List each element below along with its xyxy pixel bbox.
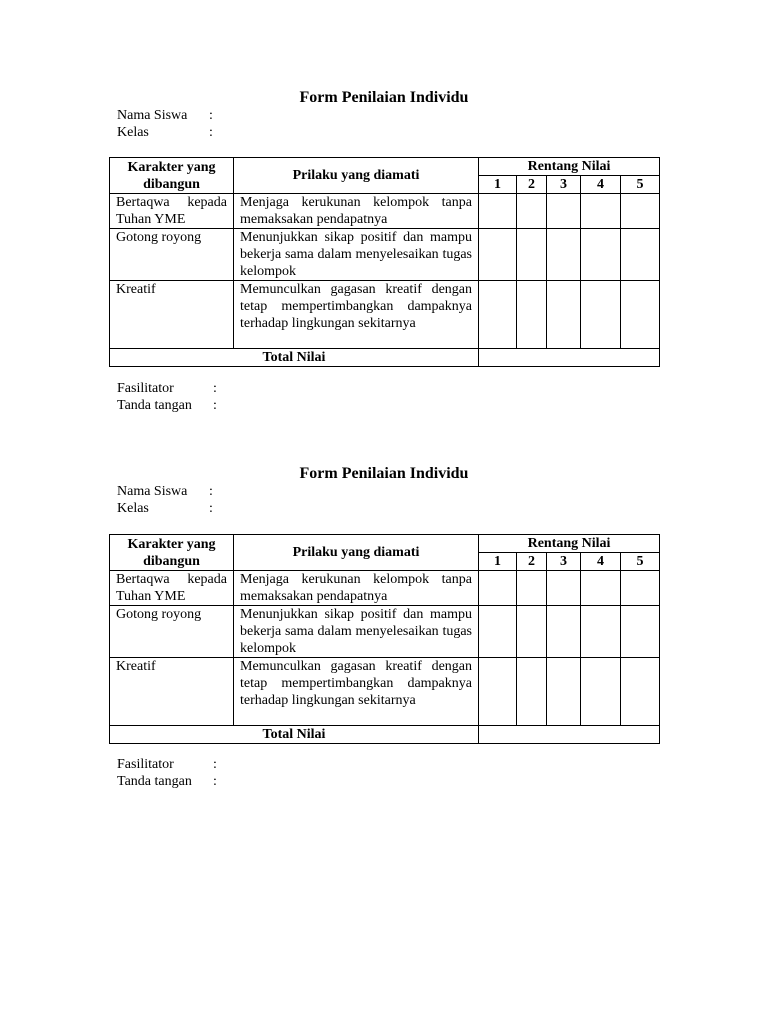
tanda-tangan-label: Tanda tangan: [117, 774, 192, 789]
score-cell-2[interactable]: [517, 281, 547, 349]
score-cell-1[interactable]: [479, 606, 517, 658]
karakter-cell: Kreatif: [110, 658, 234, 726]
score-cell-1[interactable]: [479, 571, 517, 606]
score-cell-3[interactable]: [547, 606, 581, 658]
penilaian-table: [109, 157, 660, 367]
total-nilai-cell[interactable]: [479, 726, 660, 744]
score-cell-1[interactable]: [479, 658, 517, 726]
karakter-cell: Kreatif: [110, 281, 234, 349]
nama-siswa-field: [117, 107, 213, 124]
header-prilaku: Prilaku yang diamati: [234, 158, 479, 194]
total-row: [110, 349, 660, 367]
karakter-cell: Bertaqwa kepada Tuhan YME: [116, 195, 227, 227]
karakter-cell: Bertaqwa kepada Tuhan YME: [116, 572, 227, 604]
colon: :: [213, 398, 217, 413]
total-nilai-label: Total Nilai: [110, 726, 479, 744]
colon: :: [213, 757, 217, 772]
prilaku-cell: Menjaga kerukunan kelompok tanpa memaksakan pendapatnya: [234, 194, 479, 229]
total-row: [110, 726, 660, 744]
table-row: [110, 229, 660, 281]
score-cell-1[interactable]: [479, 194, 517, 229]
score-header-1: 1: [479, 553, 517, 571]
fasilitator-field: [117, 756, 217, 773]
header-prilaku: Prilaku yang diamati: [234, 535, 479, 571]
header-karakter: Karakter yang dibangun: [110, 535, 234, 571]
total-nilai-cell[interactable]: [479, 349, 660, 367]
score-cell-3[interactable]: [547, 194, 581, 229]
score-cell-2[interactable]: [517, 229, 547, 281]
header-rentang-nilai: Rentang Nilai: [479, 158, 660, 176]
score-cell-2[interactable]: [517, 571, 547, 606]
score-header-3: 3: [547, 176, 581, 194]
table-row: [110, 281, 660, 349]
fasilitator-label: Fasilitator: [117, 381, 174, 396]
table-row: [110, 194, 660, 229]
form-title: Form Penilaian Individu: [299, 89, 469, 106]
score-cell-3[interactable]: [547, 281, 581, 349]
prilaku-cell: Memunculkan gagasan kreatif dengan tetap mempertimbangkan dampaknya terhadap lingkungan sekitarnya: [234, 281, 479, 349]
score-cell-2[interactable]: [517, 194, 547, 229]
score-header-3: 3: [547, 553, 581, 571]
score-header-5: 5: [621, 176, 660, 194]
colon: :: [209, 501, 213, 516]
score-cell-4[interactable]: [581, 658, 621, 726]
score-cell-4[interactable]: [581, 281, 621, 349]
tanda-tangan-label: Tanda tangan: [117, 398, 192, 413]
score-cell-5[interactable]: [621, 229, 660, 281]
score-header-4: 4: [581, 553, 621, 571]
score-header-2: 2: [517, 553, 547, 571]
score-header-2: 2: [517, 176, 547, 194]
score-cell-3[interactable]: [547, 571, 581, 606]
fasilitator-label: Fasilitator: [117, 757, 174, 772]
total-nilai-label: Total Nilai: [110, 349, 479, 367]
kelas-label: Kelas: [117, 125, 149, 140]
nama-siswa-field: [117, 483, 213, 500]
kelas-field: [117, 500, 213, 517]
prilaku-cell: Menunjukkan sikap positif dan mampu bekerja sama dalam menyelesaikan tugas kelompok: [234, 606, 479, 658]
score-cell-5[interactable]: [621, 606, 660, 658]
score-cell-4[interactable]: [581, 229, 621, 281]
colon: :: [209, 484, 213, 499]
score-cell-4[interactable]: [581, 606, 621, 658]
nama-siswa-label: Nama Siswa: [117, 108, 188, 123]
score-header-4: 4: [581, 176, 621, 194]
colon: :: [209, 125, 213, 140]
karakter-cell: Gotong royong: [110, 229, 234, 281]
nama-siswa-label: Nama Siswa: [117, 484, 188, 499]
score-cell-3[interactable]: [547, 658, 581, 726]
header-karakter: Karakter yang dibangun: [110, 158, 234, 194]
kelas-label: Kelas: [117, 501, 149, 516]
colon: :: [213, 774, 217, 789]
score-cell-3[interactable]: [547, 229, 581, 281]
score-cell-2[interactable]: [517, 606, 547, 658]
score-header-1: 1: [479, 176, 517, 194]
fasilitator-field: [117, 380, 217, 397]
score-cell-5[interactable]: [621, 658, 660, 726]
score-cell-5[interactable]: [621, 571, 660, 606]
score-cell-2[interactable]: [517, 658, 547, 726]
form-title: Form Penilaian Individu: [299, 465, 469, 482]
score-cell-4[interactable]: [581, 194, 621, 229]
table-row: [110, 658, 660, 726]
colon: :: [213, 381, 217, 396]
penilaian-table: [109, 534, 660, 744]
prilaku-cell: Memunculkan gagasan kreatif dengan tetap mempertimbangkan dampaknya terhadap lingkungan sekitarnya: [234, 658, 479, 726]
score-header-5: 5: [621, 553, 660, 571]
table-row: [110, 606, 660, 658]
kelas-field: [117, 124, 213, 141]
score-cell-5[interactable]: [621, 281, 660, 349]
colon: :: [209, 108, 213, 123]
tanda-tangan-field: [117, 397, 217, 414]
score-cell-1[interactable]: [479, 281, 517, 349]
karakter-cell: Gotong royong: [110, 606, 234, 658]
prilaku-cell: Menjaga kerukunan kelompok tanpa memaksakan pendapatnya: [234, 571, 479, 606]
tanda-tangan-field: [117, 773, 217, 790]
score-cell-1[interactable]: [479, 229, 517, 281]
score-cell-4[interactable]: [581, 571, 621, 606]
prilaku-cell: Menunjukkan sikap positif dan mampu bekerja sama dalam menyelesaikan tugas kelompok: [234, 229, 479, 281]
header-rentang-nilai: Rentang Nilai: [479, 535, 660, 553]
score-cell-5[interactable]: [621, 194, 660, 229]
table-row: [110, 571, 660, 606]
